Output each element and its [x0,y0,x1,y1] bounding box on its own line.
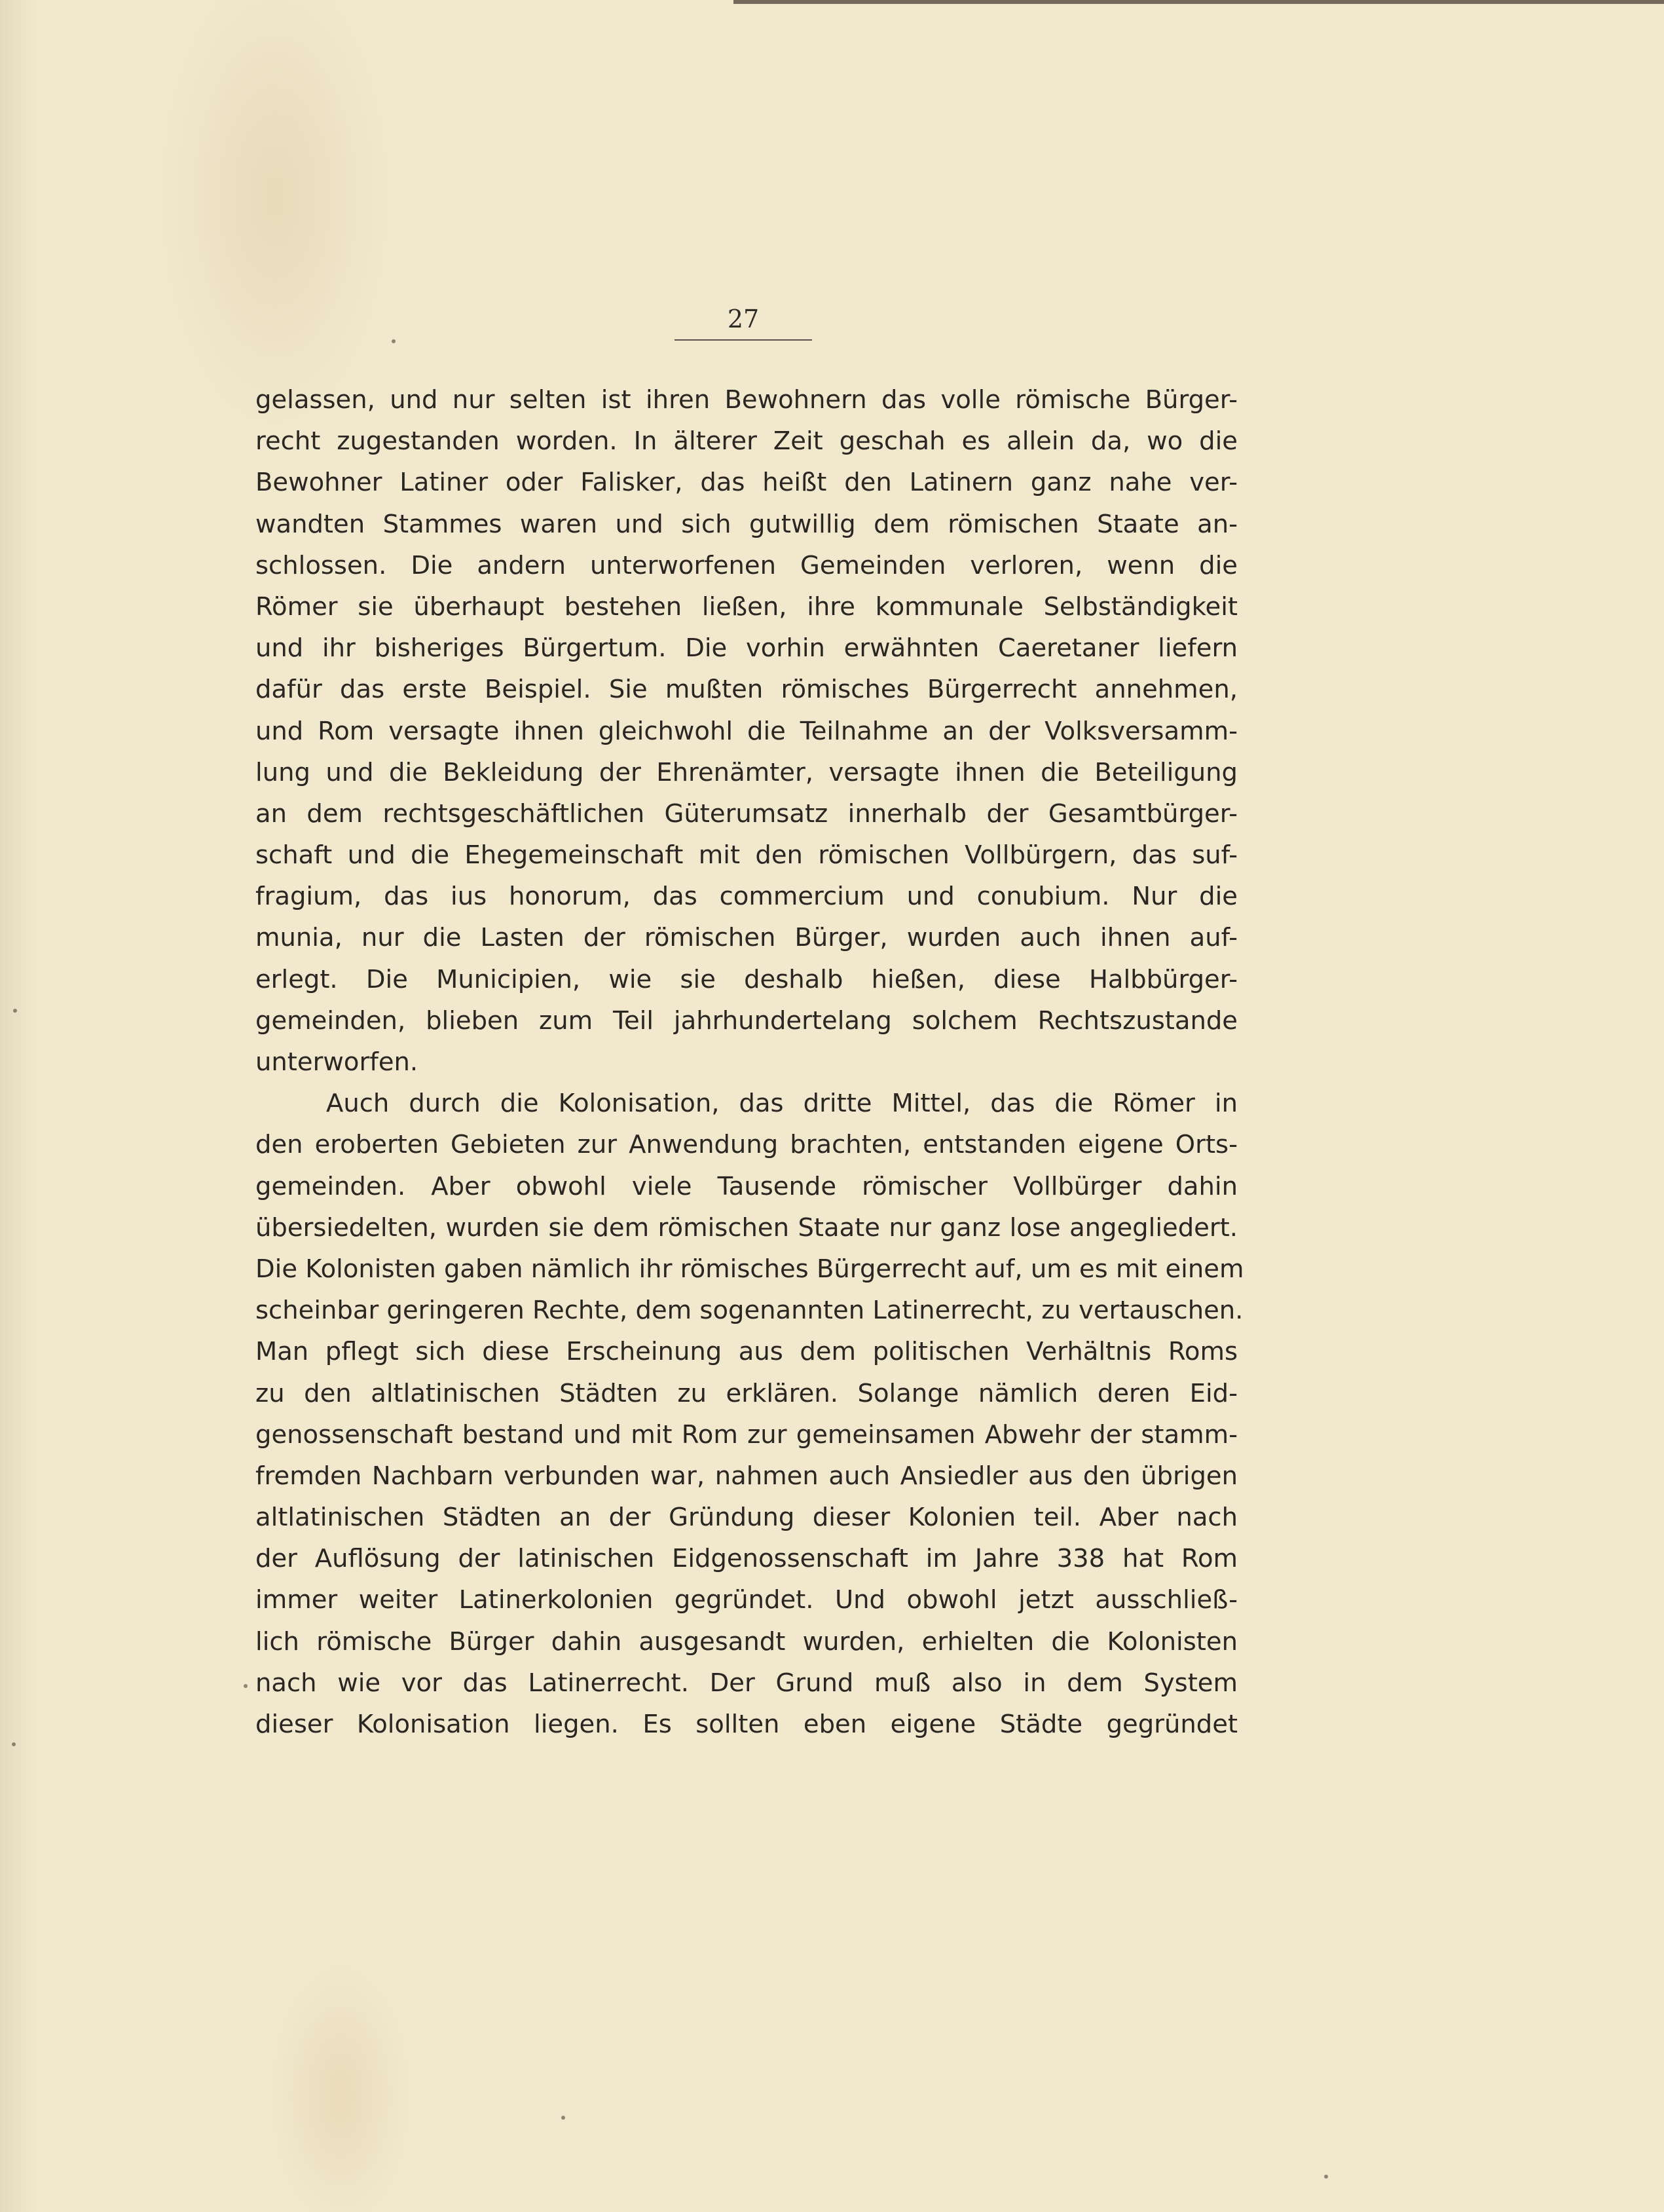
paper-speck [392,339,396,343]
text-line: Bewohner Latiner oder Falisker, das heißt den Latinern ganz nahe ver- [255,468,1238,498]
text-line: scheinbar geringeren Rechte, dem sogenannten Latinerrecht, zu vertauschen. [255,1296,1244,1326]
body-text [255,379,1244,1745]
text-line: der Auflösung der latinischen Eidgenossenschaft im Jahre 338 hat Rom [255,1544,1238,1574]
text-line: altlatinischen Städten an der Gründung dieser Kolonien teil. Aber nach [255,1503,1238,1533]
text-line: fragium, das ius honorum, das commercium und conubium. Nur die [255,882,1238,912]
paragraph-1 [255,379,1238,1083]
text-line: lung und die Bekleidung der Ehrenämter, versagte ihnen die Beteiligung [255,757,1238,787]
text-line: an dem rechtsgeschäftlichen Güterumsatz innerhalb der Gesamtbürger- [255,798,1238,829]
text-line: dieser Kolonisation liegen. Es sollten eben eigene Städte gegründet [255,1710,1238,1739]
text-line: Römer sie überhaupt bestehen ließen, ihre kommunale Selbständigkeit [255,591,1238,622]
text-line: erlegt. Die Municipien, wie sie deshalb hießen, diese Halbbürger- [255,964,1238,994]
paper-speck [244,1684,248,1688]
text-line: unterworfen. [255,1047,418,1077]
paper-speck [561,2116,565,2120]
text-line: Man pflegt sich diese Erscheinung aus dem politischen Verhältnis Roms [255,1337,1238,1367]
text-line: zu den altlatinischen Städten zu erklären. Solange nämlich deren Eid- [255,1378,1238,1408]
page-number: 27 [727,305,760,333]
text-line: schaft und die Ehegemeinschaft mit den römischen Vollbürgern, das suf- [255,840,1238,871]
text-line: gemeinden. Aber obwohl viele Tausende römischer Vollbürger dahin [255,1171,1238,1201]
text-line: übersiedelten, wurden sie dem römischen Staate nur ganz lose angegliedert. [255,1212,1238,1243]
text-line: munia, nur die Lasten der römischen Bürger, wurden auch ihnen auf- [255,923,1238,953]
text-line: lich römische Bürger dahin ausgesandt wurden, erhielten die Kolonisten [255,1626,1238,1657]
text-line: den eroberten Gebieten zur Anwendung brachten, entstanden eigene Orts- [255,1130,1238,1160]
paper-speck [1324,2175,1328,2179]
page-number-rule [675,339,812,341]
text-line: und ihr bisheriges Bürgertum. Die vorhin erwähnten Caeretaner liefern [255,633,1238,664]
paragraph-2 [255,1083,1244,1745]
text-line: gemeinden, blieben zum Teil jahrhundertelang solchem Rechtszustande [255,1005,1238,1036]
text-line: genossenschaft bestand und mit Rom zur gemeinsamen Abwehr der stamm- [255,1419,1238,1450]
text-line: gelassen, und nur selten ist ihren Bewohnern das volle römische Bürger- [255,385,1238,415]
text-line: und Rom versagte ihnen gleichwohl die Teilnahme an der Volksversamm- [255,716,1238,746]
text-line: schlossen. Die andern unterworfenen Gemeinden verloren, wenn die [255,550,1238,580]
text-line: immer weiter Latinerkolonien gegründet. Und obwohl jetzt ausschließ- [255,1585,1238,1615]
text-line: Auch durch die Kolonisation, das dritte Mittel, das die Römer in [326,1089,1238,1119]
text-line: Die Kolonisten gaben nämlich ihr römisches Bürgerrecht auf, um es mit einem [255,1254,1244,1284]
text-line: dafür das erste Beispiel. Sie mußten römisches Bürgerrecht annehmen, [255,675,1238,705]
text-line: fremden Nachbarn verbunden war, nahmen auch Ansiedler aus den übrigen [255,1461,1238,1491]
paper-speck [13,1009,17,1013]
text-line: wandten Stammes waren und sich gutwillig dem römischen Staate an- [255,509,1238,539]
paper-speck [12,1742,16,1746]
text-line: recht zugestanden worden. In älterer Zeit geschah es allein da, wo die [255,426,1238,457]
page-top-edge [733,0,1664,4]
text-line: nach wie vor das Latinerrecht. Der Grund muß also in dem System [255,1668,1238,1698]
